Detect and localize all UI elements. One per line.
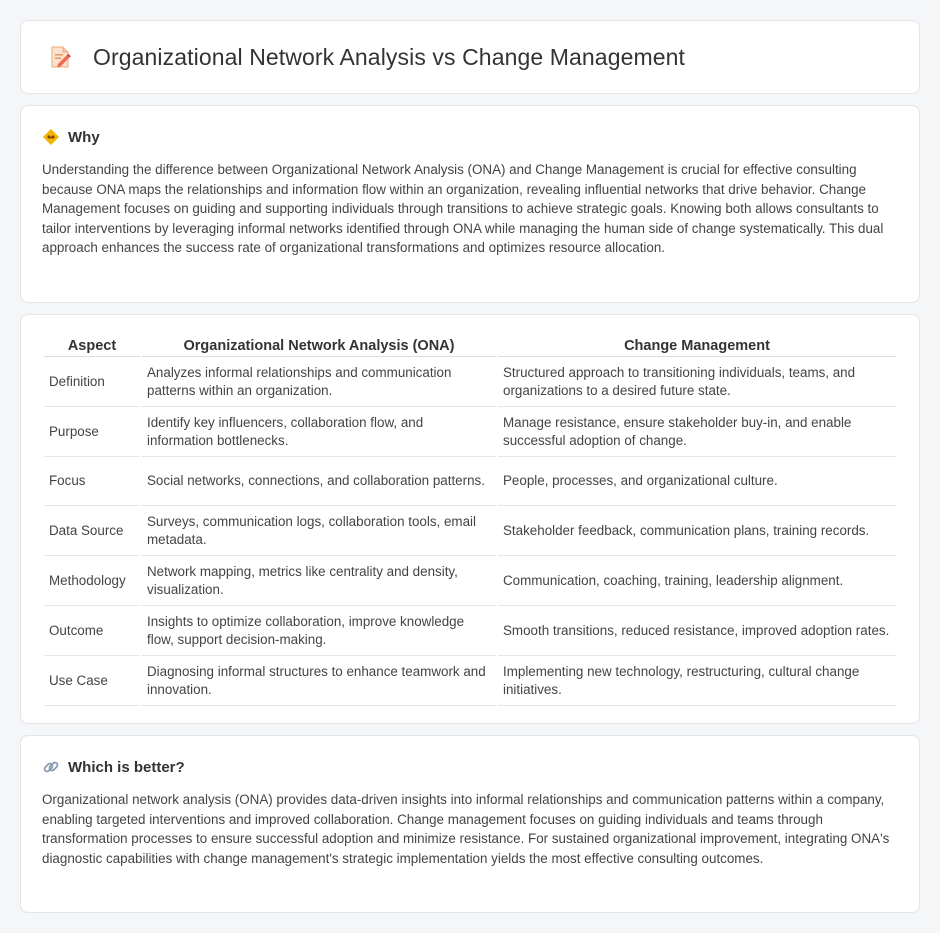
row-ona: Social networks, connections, and collaboration patterns. <box>142 457 496 506</box>
row-ona: Identify key influencers, collaboration flow, and information bottlenecks. <box>142 407 496 457</box>
row-aspect: Methodology <box>44 556 140 606</box>
document-pencil-icon <box>47 44 73 70</box>
row-aspect: Use Case <box>44 656 140 706</box>
which-is-better-section <box>20 735 920 913</box>
row-ona: Analyzes informal relationships and communication patterns within an organization. <box>142 357 496 407</box>
table-row <box>44 656 896 706</box>
why-title: Why <box>68 128 100 146</box>
table-row <box>44 556 896 606</box>
why-text: Understanding the difference between Organizational Network Analysis (ONA) and Change Management is crucial for effective consulting because ONA maps the relationships and information flow within an organization, revealing influential networks that drive behavior. Change Management focuses on guiding and supporting individuals through transitions to achieve strategic goals. Knowing both allows consultants to tailor interventions by leveraging informal networks identified through ONA while managing the human side of change systematically. This dual approach enhances the success rate of organizational transformations and optimizes resource allocation. <box>42 162 884 255</box>
row-change-management: Manage resistance, ensure stakeholder buy-in, and enable successful adoption of change. <box>498 407 896 457</box>
why-heading <box>42 128 898 146</box>
table-row <box>44 606 896 656</box>
table-row <box>44 357 896 407</box>
table-row <box>44 407 896 457</box>
row-change-management: Implementing new technology, restructuring, cultural change initiatives. <box>498 656 896 706</box>
row-aspect: Purpose <box>44 407 140 457</box>
row-change-management: Smooth transitions, reduced resistance, improved adoption rates. <box>498 606 896 656</box>
row-ona: Insights to optimize collaboration, improve knowledge flow, support decision-making. <box>142 606 496 656</box>
column-header-change-management: Change Management <box>498 333 896 357</box>
better-heading <box>42 758 898 776</box>
row-change-management: Stakeholder feedback, communication plans, training records. <box>498 506 896 556</box>
comparison-table-card <box>20 314 920 724</box>
row-aspect: Data Source <box>44 506 140 556</box>
table-row <box>44 457 896 506</box>
row-change-management: Communication, coaching, training, leadership alignment. <box>498 556 896 606</box>
row-change-management: People, processes, and organizational culture. <box>498 457 896 506</box>
link-icon <box>42 758 60 776</box>
page-title: Organizational Network Analysis vs Change Management <box>93 43 686 70</box>
table-header-row <box>44 333 896 357</box>
row-ona: Network mapping, metrics like centrality and density, visualization. <box>142 556 496 606</box>
column-header-aspect: Aspect <box>44 333 140 357</box>
column-header-ona: Organizational Network Analysis (ONA) <box>142 333 496 357</box>
handshake-icon <box>42 128 60 146</box>
row-ona: Diagnosing informal structures to enhance teamwork and innovation. <box>142 656 496 706</box>
row-aspect: Definition <box>44 357 140 407</box>
better-text: Organizational network analysis (ONA) provides data-driven insights into informal relationships and communication patterns within a company, enabling targeted interventions and improved collaboration. Change management focuses on guiding individuals and teams through transformation processes to ensure successful adoption and minimize resistance. For sustained organizational improvement, integrating ONA's diagnostic capabilities with change management's strategic implementation yields the most effective consulting outcomes. <box>42 792 890 866</box>
why-section <box>20 105 920 303</box>
row-aspect: Outcome <box>44 606 140 656</box>
table-row <box>44 506 896 556</box>
row-ona: Surveys, communication logs, collaboration tools, email metadata. <box>142 506 496 556</box>
row-aspect: Focus <box>44 457 140 506</box>
comparison-table <box>42 333 898 706</box>
header-card <box>20 20 920 94</box>
better-title: Which is better? <box>68 758 185 776</box>
row-change-management: Structured approach to transitioning individuals, teams, and organizations to a desired future state. <box>498 357 896 407</box>
